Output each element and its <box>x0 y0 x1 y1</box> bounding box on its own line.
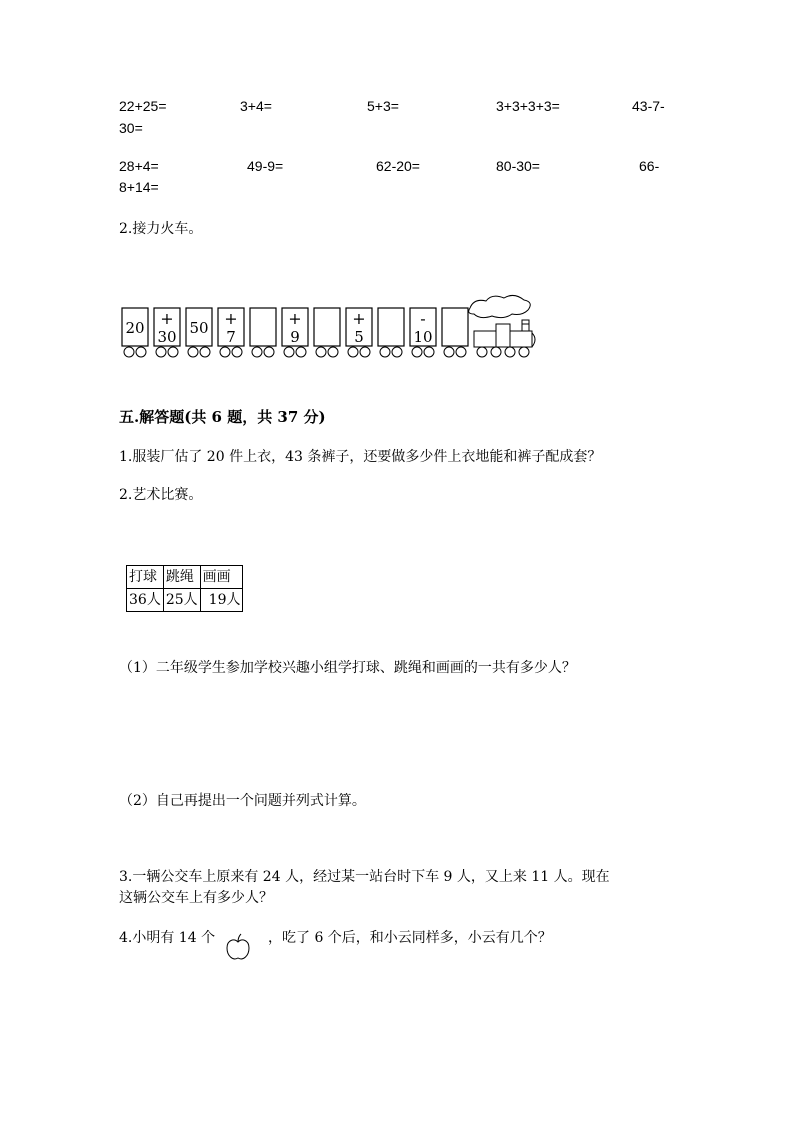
relay-train-figure <box>118 294 548 362</box>
smoke-cloud-icon <box>469 295 531 317</box>
calc-item: 80-30= <box>496 158 540 174</box>
car-operator: + <box>160 309 174 328</box>
question-4-part2: ，吃了 6 个后，和小云同样多，小云有几个？ <box>268 930 552 946</box>
calc-item: 62-20= <box>376 158 420 174</box>
wheel-icon <box>136 347 146 357</box>
car-number: 5 <box>354 328 364 346</box>
car-number: 7 <box>226 328 236 346</box>
question-2-title: 2.艺术比赛。 <box>119 487 203 503</box>
wheel-icon <box>380 347 390 357</box>
calc-item: 49-9= <box>247 158 284 174</box>
table-header-row <box>127 566 243 589</box>
calc-item-wrap: 8+14= <box>119 179 159 195</box>
wheel-icon <box>348 347 358 357</box>
wheel-icon <box>220 347 230 357</box>
train-car <box>314 308 340 357</box>
wheel-icon <box>264 347 274 357</box>
wheel-icon <box>328 347 338 357</box>
question-4-part1: 4.小明有 14 个 <box>119 930 216 946</box>
calc-item: 28+4= <box>119 158 159 174</box>
wheel-icon <box>252 347 262 357</box>
calc-item: 3+4= <box>240 98 272 114</box>
table-header-cell: 跳绳 <box>163 566 200 589</box>
locomotive <box>474 320 535 347</box>
car-number: 10 <box>413 328 433 346</box>
wheel-icon <box>168 347 178 357</box>
car-number: 20 <box>125 319 145 337</box>
car-operator: + <box>224 309 238 328</box>
train-car <box>378 308 404 357</box>
wheel-icon <box>284 347 294 357</box>
table-cell: 19人 <box>200 589 243 612</box>
wheel-icon <box>477 347 487 357</box>
car-number: 50 <box>189 319 209 337</box>
train-car <box>282 308 308 357</box>
wheel-icon <box>412 347 422 357</box>
train-question-title: 2.接力火车。 <box>119 221 203 237</box>
calc-item: 5+3= <box>367 98 399 114</box>
train-car <box>346 308 372 357</box>
wheel-icon <box>360 347 370 357</box>
train-car <box>186 308 212 357</box>
wheel-icon <box>505 347 515 357</box>
train-car <box>218 308 244 357</box>
car-operator: - <box>420 309 426 328</box>
wheel-icon <box>316 347 326 357</box>
calc-item: 3+3+3+3= <box>496 98 560 114</box>
car-number: 30 <box>157 328 177 346</box>
calc-item: 43-7- <box>632 98 665 114</box>
calc-item-wrap: 30= <box>119 120 143 136</box>
table-cell: 36人 <box>127 589 164 612</box>
car-operator: + <box>288 309 302 328</box>
wheel-icon <box>444 347 454 357</box>
sub-question-1: （1）二年级学生参加学校兴趣小组学打球、跳绳和画画的一共有多少人？ <box>119 660 576 676</box>
wheel-icon <box>232 347 242 357</box>
car-operator: + <box>352 309 366 328</box>
train-car <box>154 308 180 357</box>
wheel-icon <box>424 347 434 357</box>
table-header-cell: 画画 <box>200 566 243 589</box>
train-car <box>410 308 436 357</box>
table-header-cell: 打球 <box>127 566 164 589</box>
wheel-icon <box>200 347 210 357</box>
car-number: 9 <box>290 328 300 346</box>
wheel-icon <box>188 347 198 357</box>
art-contest-table <box>126 565 243 612</box>
train-car <box>442 308 468 357</box>
wheel-icon <box>124 347 134 357</box>
question-3-line1: 3.一辆公交车上原来有 24 人，经过某一站台时下车 9 人，又上来 11 人。现在 <box>119 869 610 885</box>
wheel-icon <box>519 347 529 357</box>
wheel-icon <box>491 347 501 357</box>
calc-item: 22+25= <box>119 98 167 114</box>
wheel-icon <box>296 347 306 357</box>
wheel-icon <box>392 347 402 357</box>
table-cell: 25人 <box>163 589 200 612</box>
wheel-icon <box>456 347 466 357</box>
calc-item: 66- <box>639 158 660 174</box>
train-car <box>250 308 276 357</box>
question-1: 1.服装厂估了 20 件上衣，43 条裤子，还要做多少件上衣地能和裤子配成套？ <box>119 449 602 465</box>
wheel-icon <box>156 347 166 357</box>
sub-question-2: （2）自己再提出一个问题并列式计算。 <box>119 793 366 809</box>
section-heading: 五.解答题(共 6 题，共 37 分) <box>119 408 326 426</box>
table-row <box>127 589 243 612</box>
train-car <box>122 308 148 357</box>
question-3-line2: 这辆公交车上有多少人？ <box>119 890 273 906</box>
apple-icon <box>224 933 252 963</box>
train-cars <box>122 308 529 357</box>
